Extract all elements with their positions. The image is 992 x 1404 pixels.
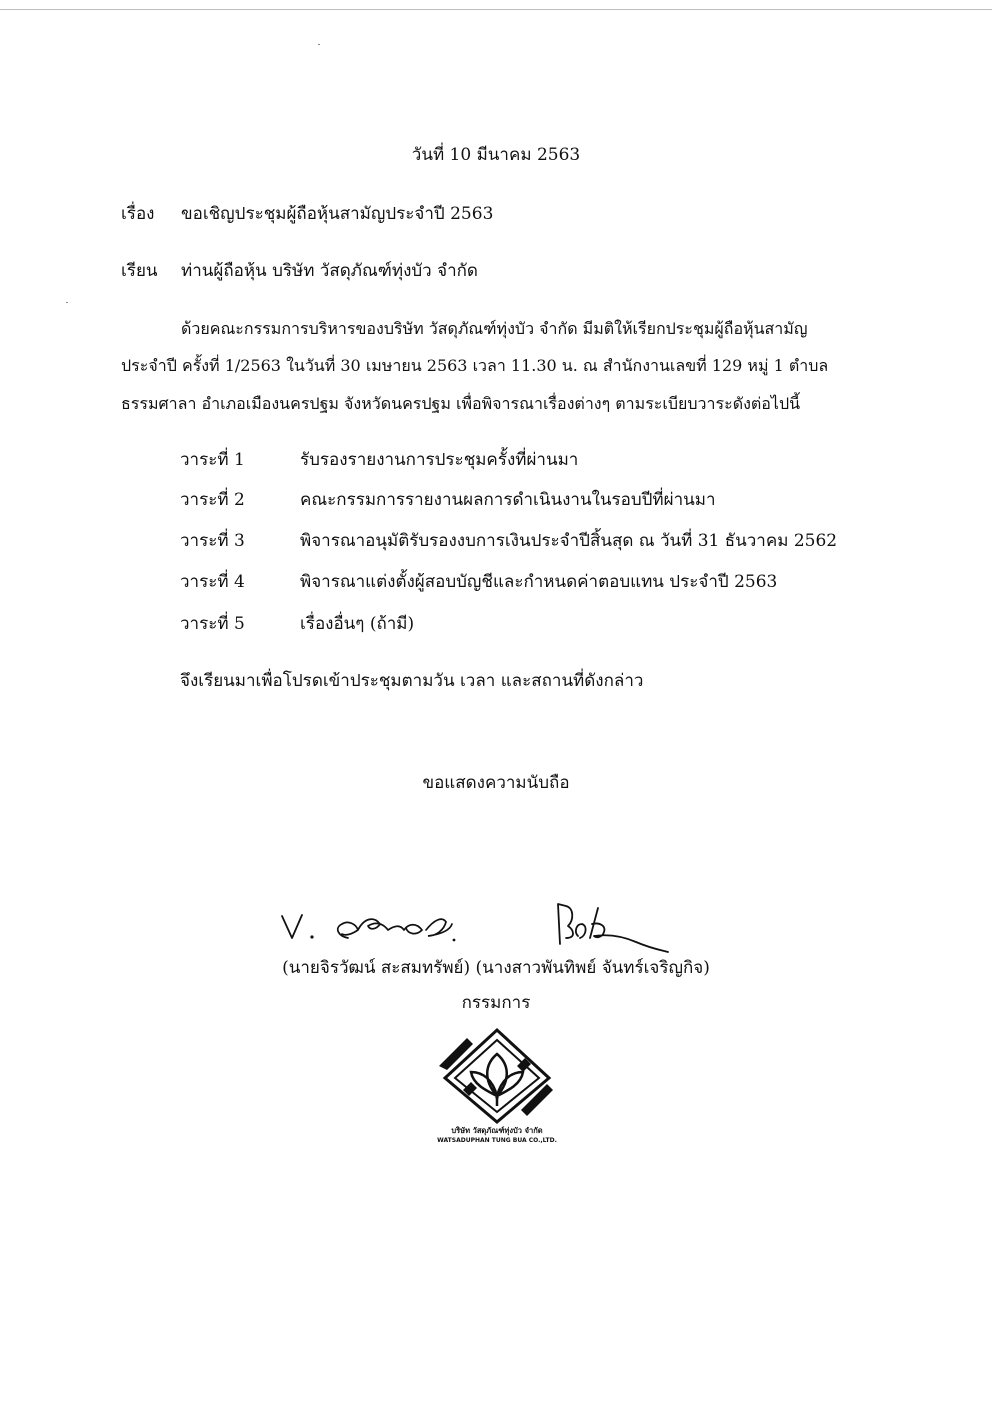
subject-text: ขอเชิญประชุมผู้ถือหุ้นสามัญประจำปี 2563 bbox=[181, 204, 494, 224]
body-line: ประจำปี ครั้งที่ 1/2563 ในวันที่ 30 เมษายน 2563 เวลา 11.30 น. ณ สำนักงานเลขที่ 129 หมู่ 1 ตำบล bbox=[121, 356, 829, 375]
agenda-text: พิจารณาอนุมัติรับรองงบการเงินประจำปีสิ้นสุด ณ วันที่ 31 ธันวาคม 2562 bbox=[300, 531, 838, 551]
agenda-number: วาระที่ 2 bbox=[180, 490, 245, 510]
body-line: ด้วยคณะกรรมการบริหารของบริษัท วัสดุภัณฑ์ทุ่งบัว จำกัด มีมติให้เรียกประชุมผู้ถือหุ้นสามัญ bbox=[181, 319, 808, 338]
scan-speck bbox=[66, 302, 68, 303]
seal-name-english: WATSADUPHAN TUNG BUA CO.,LTD. bbox=[437, 1137, 557, 1144]
recipient-text: ท่านผู้ถือหุ้น บริษัท วัสดุภัณฑ์ทุ่งบัว จำกัด bbox=[181, 261, 478, 281]
closing-sentence: จึงเรียนมาเพื่อโปรดเข้าประชุมตามวัน เวลา และสถานที่ดังกล่าว bbox=[180, 671, 644, 691]
seal-name-thai: บริษัท วัสดุภัณฑ์ทุ่งบัว จำกัด bbox=[451, 1126, 543, 1135]
scan-speck bbox=[318, 44, 320, 45]
agenda-number: วาระที่ 5 bbox=[180, 614, 245, 634]
letter-date: วันที่ 10 มีนาคม 2563 bbox=[411, 145, 581, 165]
signature-phanthip bbox=[546, 892, 676, 956]
subject-label: เรื่อง bbox=[121, 204, 155, 224]
company-logo-icon bbox=[437, 1026, 557, 1124]
agenda-number: วาระที่ 1 bbox=[180, 450, 245, 470]
regards-text: ขอแสดงความนับถือ bbox=[422, 773, 570, 793]
agenda-text: เรื่องอื่นๆ (ถ้ามี) bbox=[300, 614, 415, 634]
recipient-label: เรียน bbox=[121, 261, 158, 281]
body-line: ธรรมศาลา อำเภอเมืองนครปฐม จังหวัดนครปฐม เพื่อพิจารณาเรื่องต่างๆ ตามระเบียบวาระดังต่อไปนี้ bbox=[121, 394, 801, 413]
agenda-number: วาระที่ 3 bbox=[180, 531, 245, 551]
company-seal bbox=[437, 1026, 557, 1156]
signatories: (นายจิรวัฒน์ สะสมทรัพย์) (นางสาวพันทิพย์ จันทร์เจริญกิจ) bbox=[282, 958, 710, 978]
scan-top-border bbox=[0, 9, 992, 10]
agenda-text: รับรองรายงานการประชุมครั้งที่ผ่านมา bbox=[300, 450, 579, 470]
signer-position: กรรมการ bbox=[461, 993, 531, 1013]
agenda-text: คณะกรรมการรายงานผลการดำเนินงานในรอบปีที่ผ่านมา bbox=[300, 490, 716, 510]
agenda-text: พิจารณาแต่งตั้งผู้สอบบัญชีและกำหนดค่าตอบแทน ประจำปี 2563 bbox=[300, 572, 778, 592]
agenda-number: วาระที่ 4 bbox=[180, 572, 245, 592]
signature-jirawat bbox=[276, 900, 466, 950]
